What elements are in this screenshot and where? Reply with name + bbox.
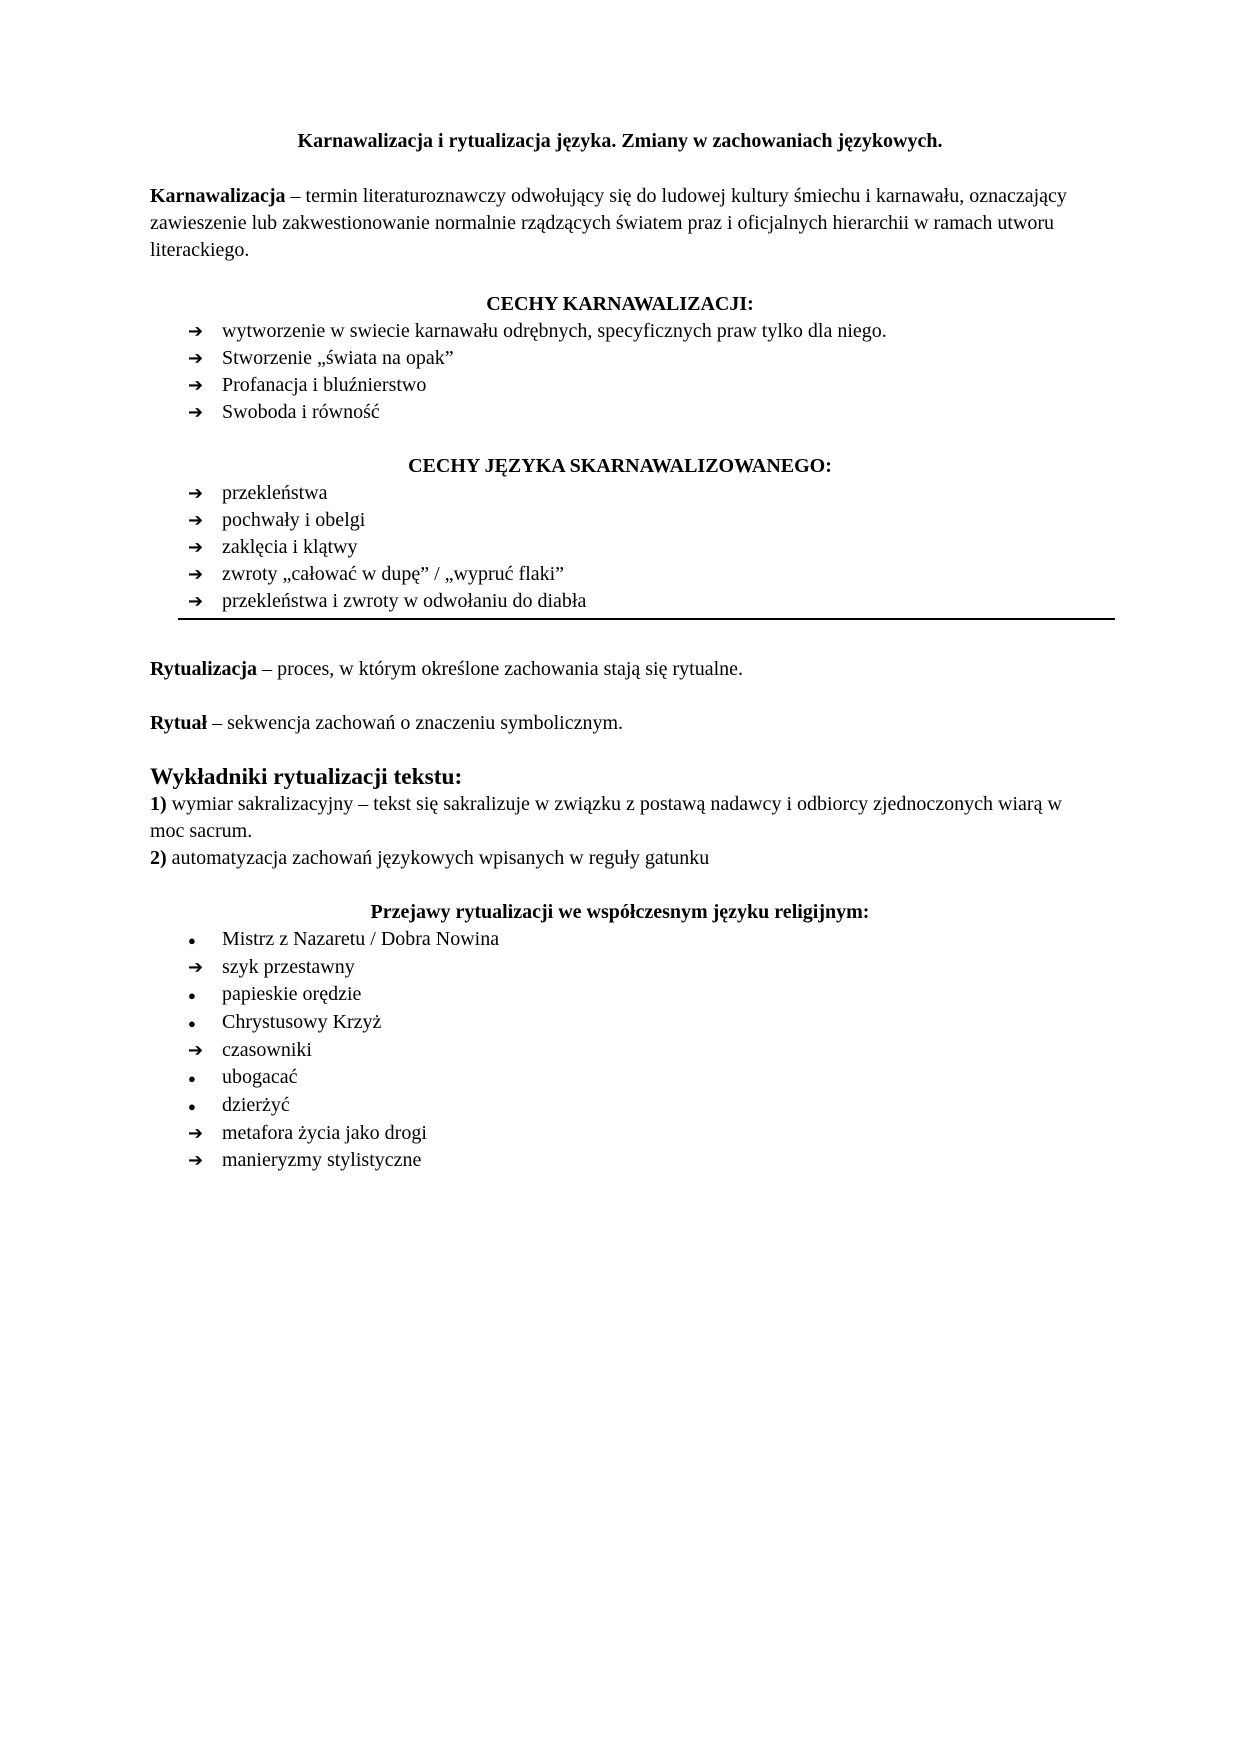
rytual-definition bbox=[150, 710, 1090, 737]
karnawalizacja-definition bbox=[150, 183, 1090, 264]
list-item-text: Profanacja i bluźnierstwo bbox=[222, 374, 427, 396]
heading-cechy-jezyka: CECHY JĘZYKA SKARNAWALIZOWANEGO: bbox=[408, 455, 832, 477]
arrow-bullet-icon: ➔ bbox=[188, 1150, 204, 1171]
heading-wykladniki: Wykładniki rytualizacji tekstu: bbox=[150, 764, 463, 790]
list-item bbox=[150, 561, 1090, 588]
arrow-bullet-icon: ➔ bbox=[188, 537, 204, 558]
cechy-karnawalizacji-list bbox=[150, 318, 1090, 426]
cechy-jezyka-list bbox=[150, 480, 1090, 615]
rytual-definition-text: – sekwencja zachowań o znaczeniu symbolicznym. bbox=[207, 712, 624, 734]
list-item-text: Swoboda i równość bbox=[222, 401, 380, 423]
list-item-text: przekleństwa i zwroty w odwołaniu do diabła bbox=[222, 590, 587, 612]
arrow-bullet-icon: ➔ bbox=[188, 321, 204, 342]
dot-bullet-icon: ● bbox=[188, 988, 196, 1003]
list-item-text: Mistrz z Nazaretu / Dobra Nowina bbox=[222, 928, 500, 950]
list-item-text: czasowniki bbox=[222, 1039, 312, 1061]
arrow-bullet-icon: ➔ bbox=[188, 564, 204, 585]
arrow-bullet-icon: ➔ bbox=[188, 483, 204, 504]
term-karnawalizacja: Karnawalizacja bbox=[150, 185, 286, 207]
term-rytualizacja: Rytualizacja bbox=[150, 658, 258, 680]
list-item bbox=[150, 399, 1090, 426]
list-item bbox=[150, 954, 1090, 981]
list-item bbox=[150, 1009, 1090, 1037]
rytualizacja-definition-text: – proces, w którym określone zachowania stają się rytualne. bbox=[257, 658, 744, 680]
item-number: 2) bbox=[150, 847, 167, 869]
spacer bbox=[150, 620, 1090, 656]
list-item bbox=[150, 318, 1090, 345]
list-item bbox=[150, 372, 1090, 399]
list-item bbox=[150, 345, 1090, 372]
list-item bbox=[150, 1064, 1090, 1092]
list-item-text: ubogacać bbox=[222, 1066, 298, 1088]
dot-bullet-icon: ● bbox=[188, 1071, 196, 1086]
wykladniki-item-1 bbox=[150, 791, 1090, 845]
term-rytual: Rytuał bbox=[150, 712, 208, 734]
spacer bbox=[150, 426, 1090, 453]
list-item bbox=[150, 1037, 1090, 1064]
list-item-text: dzierżyć bbox=[222, 1094, 290, 1116]
list-item-text: pochwały i obelgi bbox=[222, 509, 366, 531]
rytualizacja-definition bbox=[150, 656, 1090, 683]
list-item bbox=[150, 588, 1090, 615]
heading-przejawy: Przejawy rytualizacji we współczesnym języku religijnym: bbox=[370, 901, 870, 923]
heading-cechy-karnawalizacji: CECHY KARNAWALIZACJI: bbox=[486, 293, 754, 315]
list-item-text: Chrystusowy Krzyż bbox=[222, 1011, 382, 1033]
arrow-bullet-icon: ➔ bbox=[188, 591, 204, 612]
page-title: Karnawalizacja i rytualizacja języka. Zmiany w zachowaniach językowych. bbox=[297, 130, 943, 152]
list-item-text: zwroty „całować w dupę” / „wypruć flaki” bbox=[222, 563, 565, 585]
arrow-bullet-icon: ➔ bbox=[188, 957, 204, 978]
arrow-bullet-icon: ➔ bbox=[188, 402, 204, 423]
spacer bbox=[150, 872, 1090, 899]
list-item-text: szyk przestawny bbox=[222, 956, 355, 978]
karnawalizacja-definition-text: – termin literaturoznawczy odwołujący się do ludowej kultury śmiechu i karnawału, oznaczający zawieszenie lub zakwestionowanie normalnie rządzących światem praz i oficjalnych hierarchii w ramach utworu literackiego. bbox=[150, 185, 1067, 261]
list-item bbox=[150, 480, 1090, 507]
list-item-text: metafora życia jako drogi bbox=[222, 1122, 427, 1144]
list-item-text: manieryzmy stylistyczne bbox=[222, 1149, 422, 1171]
arrow-bullet-icon: ➔ bbox=[188, 510, 204, 531]
dot-bullet-icon: ● bbox=[188, 933, 196, 948]
list-item bbox=[150, 981, 1090, 1009]
arrow-bullet-icon: ➔ bbox=[188, 1040, 204, 1061]
list-item bbox=[150, 926, 1090, 954]
item-text: automatyzacja zachowań językowych wpisanych w reguły gatunku bbox=[166, 847, 710, 869]
list-item-text: przekleństwa bbox=[222, 482, 328, 504]
item-text: wymiar sakralizacyjny – tekst się sakralizuje w związku z postawą nadawcy i odbiorcy zjednoczonych wiarą w moc sacrum. bbox=[150, 793, 1062, 842]
dot-bullet-icon: ● bbox=[188, 1016, 196, 1031]
item-number: 1) bbox=[150, 793, 167, 815]
list-item bbox=[150, 507, 1090, 534]
list-item bbox=[150, 1147, 1090, 1174]
arrow-bullet-icon: ➔ bbox=[188, 348, 204, 369]
list-item-text: zaklęcia i klątwy bbox=[222, 536, 358, 558]
list-item bbox=[150, 1120, 1090, 1147]
list-item-text: Stworzenie „świata na opak” bbox=[222, 347, 454, 369]
wykladniki-item-2 bbox=[150, 845, 1090, 872]
arrow-bullet-icon: ➔ bbox=[188, 1123, 204, 1144]
list-item-text: papieskie orędzie bbox=[222, 983, 362, 1005]
arrow-bullet-icon: ➔ bbox=[188, 375, 204, 396]
list-item bbox=[150, 534, 1090, 561]
dot-bullet-icon: ● bbox=[188, 1099, 196, 1114]
list-item bbox=[150, 1092, 1090, 1120]
przejawy-list bbox=[150, 926, 1090, 1174]
list-item-text: wytworzenie w swiecie karnawału odrębnych, specyficznych praw tylko dla niego. bbox=[222, 320, 887, 342]
